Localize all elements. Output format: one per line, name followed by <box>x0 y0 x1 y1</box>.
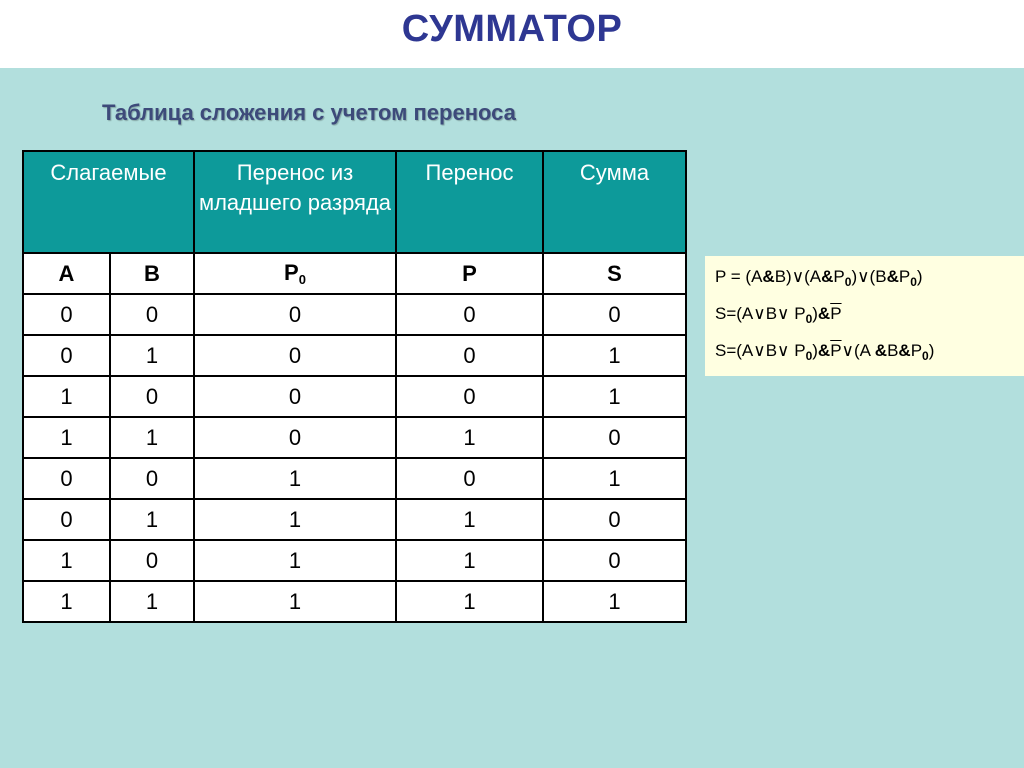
cell-p0: 1 <box>194 499 396 540</box>
cell-a: 1 <box>23 540 110 581</box>
table-row <box>23 458 686 499</box>
cell-b: 1 <box>110 335 194 376</box>
cell-s: 1 <box>543 376 686 417</box>
header-sum: Сумма <box>543 151 686 253</box>
header-carry-out: Перенос <box>396 151 543 253</box>
table-header-row <box>23 151 686 253</box>
symbol-s: S <box>543 253 686 294</box>
cell-p0: 0 <box>194 417 396 458</box>
table-row <box>23 417 686 458</box>
cell-b: 0 <box>110 540 194 581</box>
table-row <box>23 335 686 376</box>
cell-b: 1 <box>110 581 194 622</box>
cell-p: 0 <box>396 458 543 499</box>
table-row <box>23 376 686 417</box>
cell-s: 1 <box>543 335 686 376</box>
formula-box <box>705 256 1024 376</box>
symbol-p0-sub: 0 <box>298 272 306 287</box>
formula-sum-full: S=(A∨B∨ $P_0)\&\overline{P}\vee(A$ $\&B\&P_0$) <box>715 341 935 363</box>
symbol-p0 <box>194 253 396 294</box>
cell-s: 0 <box>543 294 686 335</box>
cell-a: 0 <box>23 458 110 499</box>
cell-b: 0 <box>110 458 194 499</box>
cell-p: 1 <box>396 499 543 540</box>
symbol-b: B <box>110 253 194 294</box>
cell-a: 0 <box>23 294 110 335</box>
symbol-p0-base: P <box>284 260 299 285</box>
formula-sum-short: S=(A∨B∨ $P_0)\&\overline{P}$ <box>715 304 842 326</box>
cell-s: 0 <box>543 499 686 540</box>
cell-p0: 1 <box>194 581 396 622</box>
symbol-p: P <box>396 253 543 294</box>
symbol-a: A <box>23 253 110 294</box>
cell-a: 0 <box>23 499 110 540</box>
cell-p0: 0 <box>194 294 396 335</box>
cell-s: 1 <box>543 458 686 499</box>
cell-p0: 0 <box>194 376 396 417</box>
header-addends: Слагаемые <box>23 151 194 253</box>
cell-p0: 1 <box>194 540 396 581</box>
cell-a: 1 <box>23 417 110 458</box>
cell-s: 0 <box>543 417 686 458</box>
cell-p0: 1 <box>194 458 396 499</box>
table-row <box>23 581 686 622</box>
cell-p: 0 <box>396 335 543 376</box>
table-row <box>23 294 686 335</box>
cell-s: 0 <box>543 540 686 581</box>
addition-table <box>22 150 687 623</box>
cell-b: 1 <box>110 499 194 540</box>
cell-p0: 0 <box>194 335 396 376</box>
cell-s: 1 <box>543 581 686 622</box>
cell-b: 0 <box>110 376 194 417</box>
cell-p: 1 <box>396 581 543 622</box>
table-row <box>23 499 686 540</box>
cell-a: 0 <box>23 335 110 376</box>
symbol-row <box>23 253 686 294</box>
cell-p: 0 <box>396 294 543 335</box>
cell-p: 0 <box>396 376 543 417</box>
cell-b: 0 <box>110 294 194 335</box>
cell-a: 1 <box>23 376 110 417</box>
table-row <box>23 540 686 581</box>
subtitle: Таблица сложения с учетом переноса <box>102 100 516 125</box>
header-carry-in: Перенос из младшего разряда <box>194 151 396 253</box>
formula-carry: $P = (A\&B)\vee(A\&P_0)\vee(B\&P_0)$ <box>715 267 923 289</box>
cell-p: 1 <box>396 417 543 458</box>
page-title: СУММАТОР <box>401 8 623 50</box>
cell-b: 1 <box>110 417 194 458</box>
cell-p: 1 <box>396 540 543 581</box>
cell-a: 1 <box>23 581 110 622</box>
